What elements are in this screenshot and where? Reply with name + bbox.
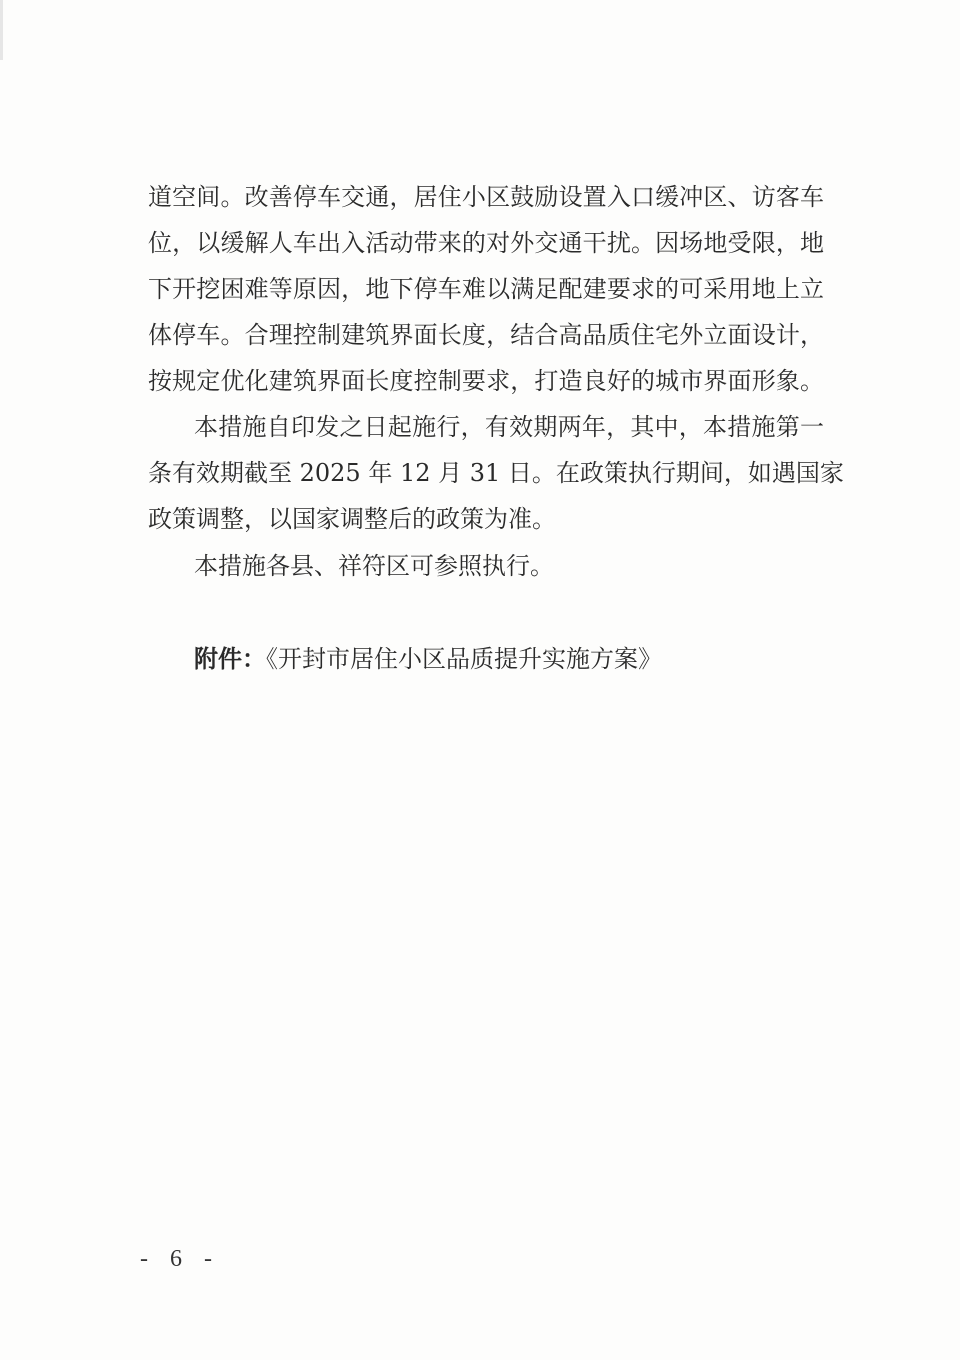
page-number: - 6 - — [140, 1246, 220, 1272]
scan-edge — [0, 0, 3, 60]
attachment-line — [194, 642, 824, 676]
paragraph-line: 下开挖困难等原因，地下停车难以满足配建要求的可采用地上立 — [148, 275, 824, 303]
paragraph-line: 条有效期截至 2025 年 12 月 31 日。在政策执行期间，如遇国家 — [148, 459, 844, 487]
attachment-label: 附件： — [194, 644, 266, 673]
paragraph-line: 体停车。合理控制建筑界面长度，结合高品质住宅外立面设计， — [148, 321, 824, 349]
paragraph-line: 本措施各县、祥符区可参照执行。 — [194, 552, 554, 580]
attachment-title: 《开封市居住小区品质提升实施方案》 — [266, 645, 662, 673]
paragraph-line: 本措施自印发之日起施行，有效期两年，其中，本措施第一 — [194, 413, 824, 441]
paragraph-line: 位，以缓解人车出入活动带来的对外交通干扰。因场地受限，地 — [148, 229, 824, 257]
paragraph-line: 按规定优化建筑界面长度控制要求，打造良好的城市界面形象。 — [148, 367, 824, 395]
paragraph-line: 道空间。改善停车交通，居住小区鼓励设置入口缓冲区、访客车 — [148, 183, 824, 211]
paragraph-line: 政策调整，以国家调整后的政策为准。 — [148, 505, 556, 533]
